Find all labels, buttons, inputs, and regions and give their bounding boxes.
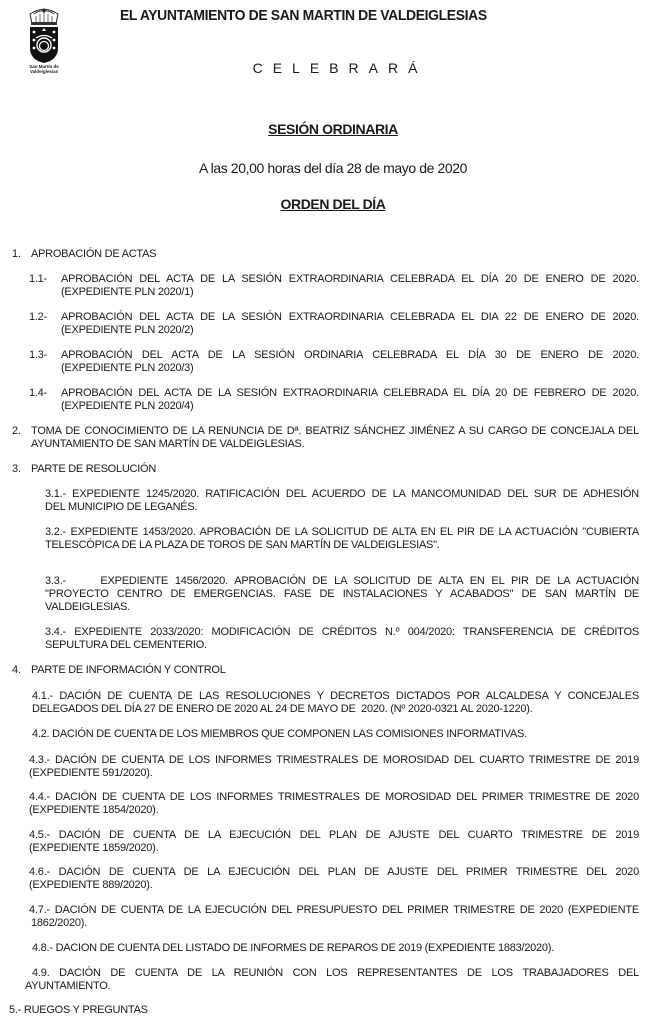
section-text-line1: TOMA DE CONOCIMIENTO DE LA RENUNCIA DE Dª. BEATRIZ SÁNCHEZ JIMÉNEZ A SU CARGO DE CONCEJALA DEL [31,425,639,437]
item-text-line1: 4.3.- DACIÓN DE CUENTA DE LOS INFORMES TRIMESTRALES DE MOROSIDAD DEL CUARTO TRIMESTRE DE 2019 [29,754,639,766]
section-title: 5.- RUEGOS Y PREGUNTAS [9,1004,148,1016]
item-text-line2: (EXPEDIENTE PLN 2020/1) [61,286,194,298]
item-text-line2: DEL MUNICIPIO DE LEGANÉS. [45,501,198,513]
item-number: 1.3- [29,349,47,361]
item-number: 1.2- [29,311,47,323]
item-text-line1: 4.1.- DACIÓN DE CUENTA DE LAS RESOLUCIONES Y DECRETOS DICTADOS POR ALCALDESA Y CONCEJALES [32,690,639,702]
item-text-line1: 4.6.- DACIÓN DE CUENTA DE LA EJECUCIÓN DEL PLAN DE AJUSTE DEL PRIMER TRIMESTRE DEL 2020 [29,866,639,878]
section-text-line2: AYUNTAMIENTO DE SAN MARTÍN DE VALDEIGLESIAS. [31,438,305,450]
item-text-line1: 4.2. DACIÓN DE CUENTA DE LOS MIEMBROS QUE COMPONEN LAS COMISIONES INFORMATIVAS. [32,728,527,740]
celebrara-heading: CELEBRARÁ [252,60,428,76]
section-number: 4. [12,664,21,676]
item-text-line1: APROBACIÓN DEL ACTA DE LA SESIÓN EXTRAORDINARIA CELEBRADA EL DÍA 20 DE FEBRERO DE 2020. [61,387,639,399]
item-text-line2: DELEGADOS DEL DÍA 27 DE ENERO DE 2020 AL 24 DE MAYO DE 2020. (Nº 2020-0321 AL 2020-1220). [32,703,533,715]
section-number: 1. [12,248,21,260]
item-text-line2: (EXPEDIENTE 1859/2020). [29,842,159,854]
item-text-line2: (EXPEDIENTE PLN 2020/3) [61,362,194,374]
item-text-line1: 3.4.- EXPEDIENTE 2033/2020: MODIFICACIÓN DE CRÉDITOS N.º 004/2020: TRANSFERENCIA DE CRÉDITOS [45,626,639,638]
item-text-line1: APROBACIÓN DEL ACTA DE LA SESIÓN EXTRAORDINARIA CELEBRADA EL DÍA 20 DE ENERO DE 2020. [61,273,639,285]
item-text-line2: (EXPEDIENTE PLN 2020/4) [61,400,194,412]
item-text-line2: (EXPEDIENTE 591/2020). [29,767,153,779]
item-text-line1: 4.7.- DACIÓN DE CUENTA DE LA EJECUCIÓN DEL PRESUPUESTO DEL PRIMER TRIMESTRE DE 2020 (EXPEDIENTE [29,904,639,916]
item-text-line1: 4.8.- DACION DE CUENTA DEL LISTADO DE INFORMES DE REPAROS DE 2019 (EXPEDIENTE 1883/2020). [32,942,555,954]
coat-of-arms-icon [22,8,66,64]
item-text-line2: TELESCÓPICA DE LA PLAZA DE TOROS DE SAN MARTÍN DE VALDEIGLESIAS". [45,539,440,551]
item-number: 1.4- [29,387,47,399]
item-text-line1: 3.1.- EXPEDIENTE 1245/2020. RATIFICACIÓN DEL ACUERDO DE LA MANCOMUNIDAD DEL SUR DE ADHESIÓN [45,488,639,500]
item-text-line2: (EXPEDIENTE 1854/2020). [29,804,159,816]
item-text-line2: "PROYECTO CENTRO DE EMERGENCIAS. FASE DE INSTALACIONES Y ACABADOS" DE SAN MARTÍN DE [45,588,639,600]
section-title: APROBACIÓN DE ACTAS [31,248,157,260]
item-text-line2: AYUNTAMIENTO. [25,980,111,992]
item-text-line3: VALDEIGLESIAS. [45,601,130,613]
section-title: PARTE DE RESOLUCIÓN [31,463,157,475]
item-text-line1: 3.3.- EXPEDIENTE 1456/2020. APROBACIÓN DE LA SOLICITUD DE ALTA EN EL PIR DE LA ACTUACIÓN [45,575,639,587]
session-type-heading: SESIÓN ORDINARIA [268,121,398,137]
section-number: 2. [12,425,21,437]
item-text-line1: 4.5.- DACIÓN DE CUENTA DE LA EJECUCIÓN DEL PLAN DE AJUSTE DEL CUARTO TRIMESTRE DE 2019 [29,829,639,841]
item-text-line2: 1862/2020). [31,917,87,929]
session-datetime: A las 20,00 horas del día 28 de mayo de 2020 [198,160,468,176]
item-text-line1: APROBACIÓN DEL ACTA DE LA SESIÓN EXTRAORDINARIA CELEBRADA EL DIA 22 DE ENERO DE 2020. [61,311,639,323]
item-text-line1: 3.2.- EXPEDIENTE 1453/2020. APROBACIÓN DE LA SOLICITUD DE ALTA EN EL PIR DE LA ACTUACIÓN "CUBIERTA [45,526,639,538]
item-text-line1: APROBACIÓN DEL ACTA DE LA SESIÓN ORDINARIA CELEBRADA EL DÍA 30 DE ENERO DE 2020. [61,349,639,361]
logo-caption: San Martín de Valdeiglesias [29,64,59,74]
item-text-line2: SEPULTURA DEL CEMENTERIO. [45,639,207,651]
section-title: PARTE DE INFORMACIÓN Y CONTROL [31,664,226,676]
item-text-line1: 4.9. DACIÓN DE CUENTA DE LA REUNIÓN CON LOS REPRESENTANTES DE LOS TRABAJADORES DEL [32,967,639,979]
organization-title: EL AYUNTAMIENTO DE SAN MARTIN DE VALDEIGLESIAS [120,7,487,24]
agenda-title: ORDEN DEL DÍA [280,196,386,212]
item-text-line2: (EXPEDIENTE 889/2020). [29,879,153,891]
section-number: 3. [12,463,21,475]
item-text-line1: 4.4.- DACIÓN DE CUENTA DE LOS INFORMES TRIMESTRALES DE MOROSIDAD DEL PRIMER TRIMESTRE DE 2020 [29,791,639,803]
item-number: 1.1- [29,273,47,285]
item-text-line2: (EXPEDIENTE PLN 2020/2) [61,324,194,336]
